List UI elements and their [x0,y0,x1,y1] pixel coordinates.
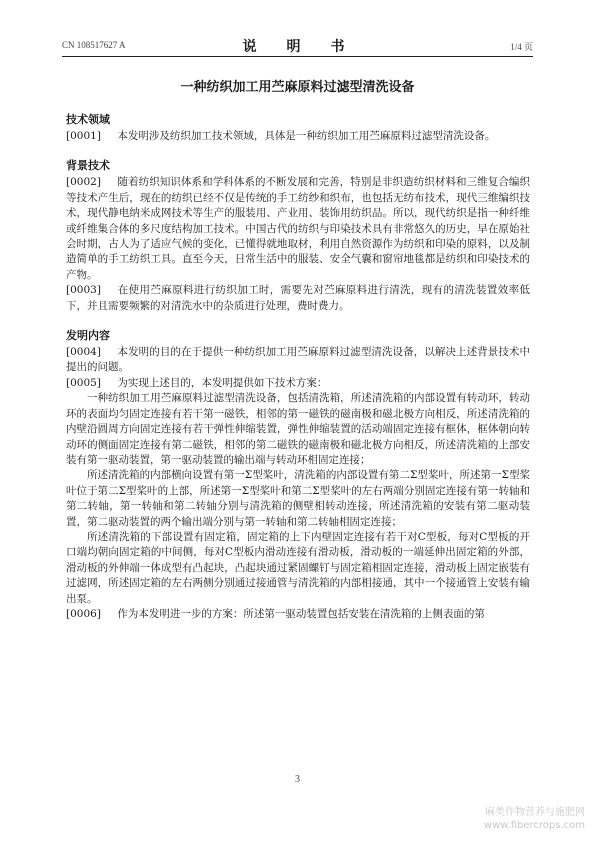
paragraph [66,283,530,314]
page-indicator: 1/4 页 [510,42,533,52]
paragraph-number: [0003] [66,284,101,297]
paragraph [66,391,530,468]
section-heading-summary: 发明内容 [66,329,110,343]
paragraph [66,129,530,144]
paragraph-text: 一种纺织加工用苎麻原料过滤型清洗设备，包括清洗箱，所述清洗箱的内部设置有转动环，转动环的表面均匀固定连接有若干第一磁铁，相邻的第一磁铁的磁南极和磁北极方向相反，所述清洗箱的内壁沿圆周方向固定连接有若干弹性伸缩装置，弹性伸缩装置的活动端固定连接有框体，框体朝向转动环的侧面固定连接有第二磁铁，相邻的第二磁铁的磁南极和磁北极方向相反，所述清洗箱的上部安装有第一驱动装置，第一驱动装置的输出端与转动环相固定连接； [66,392,530,466]
document-title: 一种纺织加工用苎麻原料过滤型清洗设备 [180,80,415,95]
watermark-url: www.fibercrops.com [483,820,585,831]
paragraph [66,175,530,283]
site-watermark [484,806,585,832]
paragraph-text: 本发明的目的在于提供一种纺织加工用苎麻原料过滤型清洗设备，以解决上述背景技术中提出的问题。 [66,346,530,374]
paragraph [66,530,530,607]
section-heading-technical-field: 技术领域 [66,113,110,126]
header-divider [62,56,533,57]
paragraph [66,376,530,391]
document-type: 说 明 书 [242,39,353,55]
watermark-site-name: 麻类作物营养与施肥网 [485,807,585,818]
paragraph-text: 在使用苎麻原料进行纺织加工时，需要先对苎麻原料进行清洗，现有的清洗装置效率低下，并且需要频繁的对清洗水中的杂质进行处理，费时费力。 [66,284,530,312]
paragraph-number: [0005] [66,376,101,389]
paragraph-text: 为实现上述目的，本发明提供如下技术方案： [117,376,328,389]
paragraph [66,468,530,530]
paragraph-text: 作为本发明进一步的方案：所述第一驱动装置包括安装在清洗箱的上侧表面的第 [117,607,485,620]
paragraph-text: 本发明涉及纺织加工技术领域，具体是一种纺织加工用苎麻原料过滤型清洗设备。 [117,130,496,142]
paragraph [66,607,530,622]
section-heading-background: 背景技术 [66,159,110,173]
document-body [66,100,530,622]
paragraph-number: [0001] [66,130,101,142]
paragraph-text: 所述清洗箱的下部设置有固定箱，固定箱的上下内壁固定连接有若干对C型板，每对C型板的开口端均朝向固定箱的中间侧，每对C型板内滑动连接有滑动板，滑动板的一端延伸出固定箱的外部，滑动板的外伸端一体成型有凸起块，凸起块通过紧固螺钉与固定箱相固定连接，滑动板上固定嵌装有过滤网，所述固定箱的左右两侧分别通过接通管与清洗箱的内部相接通，其中一个接通管上安装有输出泵。 [66,530,530,605]
paragraph [66,345,530,376]
paragraph-number: [0006] [66,607,101,620]
page-number: 3 [295,774,300,785]
paragraph-text: 随着纺织知识体系和学科体系的不断发展和完善，特别是非织造纺织材料和三维复合编织等技术产生后，现在的纺织已经不仅是传统的手工纺纱和织布，也包括无纺布技术，现代三维编织技术，现代静电纳米成网技术等生产的服装用、产业用、装饰用纺织品。所以，现代纺织是指一种纤维或纤维集合体的多尺度结构加工技术。中国古代的纺织与印染技术具有非常悠久的历史，早在原始社会时期，古人为了适应气候的变化，已懂得就地取材，利用自然资源作为纺织和印染的原料，以及制造简单的手工纺织工具。直至今天，日常生活中的服装、安全气囊和窗帘地毯都是纺织和印染技术的产物。 [66,176,530,281]
paragraph-number: [0004] [66,346,101,359]
paragraph-text: 所述清洗箱的内部横向设置有第一Σ型桨叶，清洗箱的内部设置有第二Σ型桨叶，所述第一Σ型桨叶位于第二Σ型桨叶的上部，所述第一Σ型桨叶和第二Σ型桨叶的左右两端分别固定连接有第一转轴和第二转轴，第一转轴和第二转轴分别与清洗箱的侧壁相转动连接，所述清洗箱的安装有第二驱动装置，第二驱动装置的两个输出端分别与第一转轴和第二转轴相固定连接； [66,469,530,528]
paragraph-number: [0002] [66,176,101,189]
patent-number: CN 108517627 A [62,40,126,50]
